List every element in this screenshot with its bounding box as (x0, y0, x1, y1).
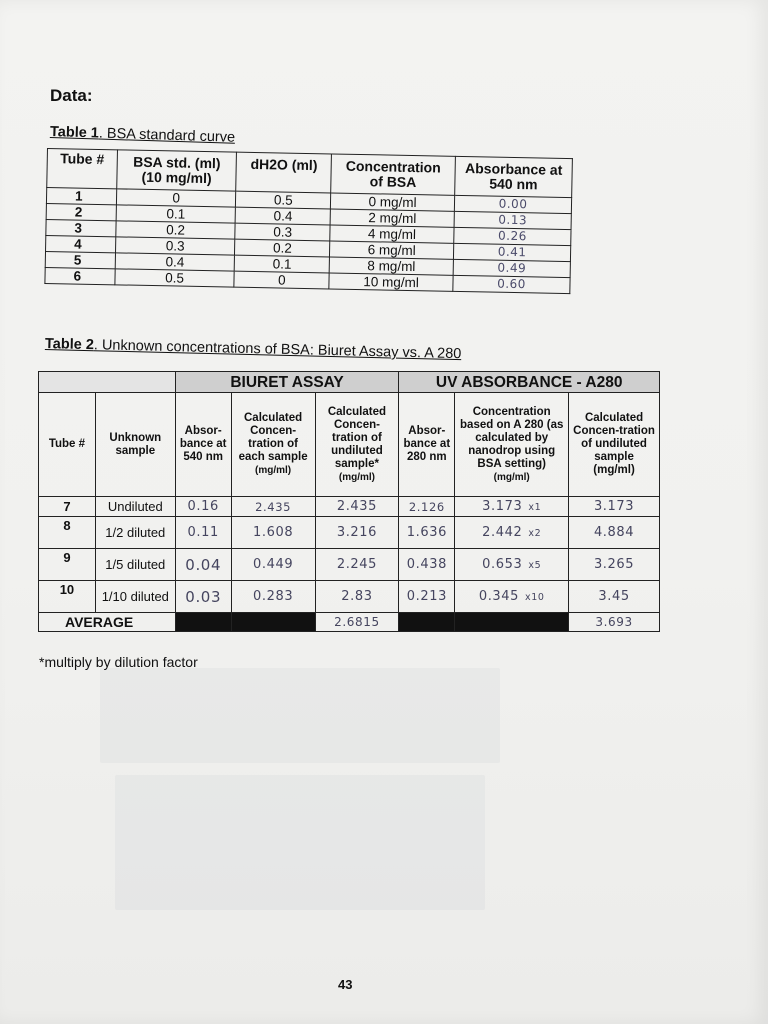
tube-number: 3 (46, 219, 116, 236)
uv-undiluted-concentration: 3.173 (569, 497, 660, 517)
bsa-volume: 0.5 (115, 269, 235, 287)
header-absorbance-280: Absor-bance at 280 nm (399, 393, 455, 497)
bsa-volume: 0.3 (115, 237, 235, 255)
absorbance-540: 0.41 (454, 243, 571, 261)
bsa-concentration: 6 mg/ml (330, 241, 454, 259)
tube-number: 4 (46, 235, 116, 252)
absorbance-540: 0.03 (175, 581, 231, 613)
table2-header-row (39, 393, 660, 497)
sample-dilution: 1/10 diluted (95, 581, 175, 613)
footnote: *multiply by dilution factor (39, 654, 198, 670)
blacked-out-cell (175, 613, 231, 632)
table1-caption (50, 124, 236, 146)
table2-group-header-row (39, 372, 660, 393)
unknown-concentrations-table (38, 371, 660, 632)
bsa-concentration: 10 mg/ml (329, 273, 453, 291)
calculated-concentration: 2.435 (231, 497, 315, 517)
table2-title: . Unknown concentrations of BSA: Biuret Assay vs. A 280 (93, 337, 462, 363)
average-biuret: 2.6815 (315, 613, 399, 632)
group-header-biuret: BIURET ASSAY (175, 372, 399, 393)
bsa-standard-curve-table (44, 148, 573, 294)
header-calculated-undiluted (315, 393, 399, 497)
uv-undiluted-concentration: 3.265 (569, 549, 660, 581)
dilution-factor: x10 (525, 592, 545, 603)
water-volume: 0.2 (235, 239, 330, 257)
bsa-volume: 0.1 (116, 205, 236, 223)
calculated-concentration: 0.283 (231, 581, 315, 613)
absorbance-540: 0.26 (454, 227, 571, 245)
tube-number: 7 (39, 497, 96, 517)
header-calculated-each-text: Calculated Concen-tration of each sample (238, 412, 308, 463)
absorbance-540: 0.11 (175, 517, 231, 549)
table1-header-tube: Tube # (47, 149, 118, 189)
absorbance-280: 0.438 (399, 549, 455, 581)
nanodrop-value: 0.345 (478, 589, 520, 604)
bsa-volume: 0.2 (116, 221, 236, 239)
group-header-uv: UV ABSORBANCE - A280 (399, 372, 660, 393)
undiluted-concentration: 2.435 (315, 497, 399, 517)
average-uv: 3.693 (569, 613, 660, 632)
water-volume: 0.1 (235, 255, 330, 273)
page-number: 43 (338, 977, 353, 992)
table2-row (39, 549, 660, 581)
tube-number: 9 (39, 549, 96, 581)
header-calculated-each (231, 393, 315, 497)
header-uv-undiluted (569, 393, 660, 497)
water-volume: 0.3 (235, 223, 330, 241)
sample-dilution: 1/2 diluted (95, 517, 175, 549)
uv-undiluted-concentration: 4.884 (569, 517, 660, 549)
tube-number: 2 (46, 203, 116, 220)
bsa-concentration: 8 mg/ml (329, 257, 453, 275)
calculated-concentration: 0.449 (231, 549, 315, 581)
table2-row (39, 581, 660, 613)
bsa-concentration: 0 mg/ml (331, 193, 455, 211)
bsa-volume: 0.4 (115, 253, 235, 271)
absorbance-540: 0.13 (454, 211, 571, 229)
sample-dilution: 1/5 diluted (95, 549, 175, 581)
water-volume: 0 (234, 271, 329, 289)
table1-header-concentration: Concentration of BSA (331, 154, 456, 195)
blacked-out-cell (455, 613, 569, 632)
uv-undiluted-concentration: 3.45 (569, 581, 660, 613)
absorbance-540: 0.60 (453, 275, 570, 293)
nanodrop-value: 3.173 (482, 499, 523, 514)
calculated-concentration: 1.608 (231, 517, 315, 549)
tube-number: 5 (45, 251, 115, 268)
header-calculated-undiluted-text: Calculated Concen-tration of undiluted sample* (327, 405, 387, 470)
header-unit: (mg/ml) (493, 471, 530, 483)
header-unit: (mg/ml) (593, 464, 635, 476)
bsa-concentration: 4 mg/ml (330, 225, 454, 243)
absorbance-540: 0.00 (454, 195, 571, 213)
table1-label: Table 1 (49, 124, 100, 142)
header-uv-undiluted-text: Calculated Concen-tration of undiluted sample (573, 412, 655, 463)
absorbance-280: 2.126 (399, 497, 455, 517)
absorbance-280: 0.213 (399, 581, 455, 613)
table2-row (39, 497, 660, 517)
nanodrop-concentration (455, 517, 569, 549)
absorbance-540: 0.49 (453, 259, 570, 277)
header-unit: (mg/ml) (338, 471, 375, 483)
header-tube: Tube # (39, 393, 96, 497)
header-absorbance-540: Absor-bance at 540 nm (175, 393, 231, 497)
blacked-out-cell (399, 613, 455, 632)
table1-header-absorbance: Absorbance at 540 nm (455, 156, 573, 197)
absorbance-280: 1.636 (399, 517, 455, 549)
blacked-out-cell (231, 613, 315, 632)
dilution-factor: x2 (528, 528, 542, 539)
tube-number: 1 (46, 188, 116, 205)
absorbance-540: 0.16 (175, 497, 231, 517)
tube-number: 6 (45, 267, 115, 284)
bleed-through-shadow (115, 775, 485, 910)
table1-title: . BSA standard curve (98, 125, 236, 146)
tube-number: 8 (39, 517, 96, 549)
table1-header-bsa: BSA std. (ml) (10 mg/ml) (117, 150, 237, 191)
absorbance-540: 0.04 (175, 549, 231, 581)
undiluted-concentration: 2.245 (315, 549, 399, 581)
nanodrop-concentration (455, 549, 569, 581)
table2-average-row (39, 613, 660, 632)
bsa-volume: 0 (116, 189, 236, 207)
sample-dilution: Undiluted (95, 497, 175, 517)
tube-number: 10 (39, 581, 96, 613)
header-nanodrop-text: Concentration based on A 280 (as calculated by nanodrop using BSA setting) (460, 405, 564, 470)
nanodrop-value: 0.653 (482, 557, 523, 572)
water-volume: 0.5 (236, 191, 331, 209)
dilution-factor: x1 (528, 502, 542, 513)
bsa-concentration: 2 mg/ml (330, 209, 454, 227)
group-header-blank (39, 372, 176, 393)
table2-row (39, 517, 660, 549)
undiluted-concentration: 2.83 (315, 581, 399, 613)
table1-header-water: dH2O (ml) (236, 152, 331, 193)
nanodrop-concentration (455, 497, 569, 517)
water-volume: 0.4 (236, 207, 331, 225)
bleed-through-shadow (100, 668, 500, 763)
header-unknown-sample: Unknown sample (95, 393, 175, 497)
nanodrop-value: 2.442 (482, 525, 523, 540)
average-label: AVERAGE (39, 613, 176, 632)
nanodrop-concentration (455, 581, 569, 613)
section-heading: Data: (50, 86, 93, 105)
table2-caption (45, 336, 462, 362)
table2-label: Table 2 (44, 336, 95, 354)
header-unit: (mg/ml) (255, 465, 292, 476)
undiluted-concentration: 3.216 (315, 517, 399, 549)
header-nanodrop-concentration (455, 393, 569, 497)
dilution-factor: x5 (528, 560, 542, 571)
